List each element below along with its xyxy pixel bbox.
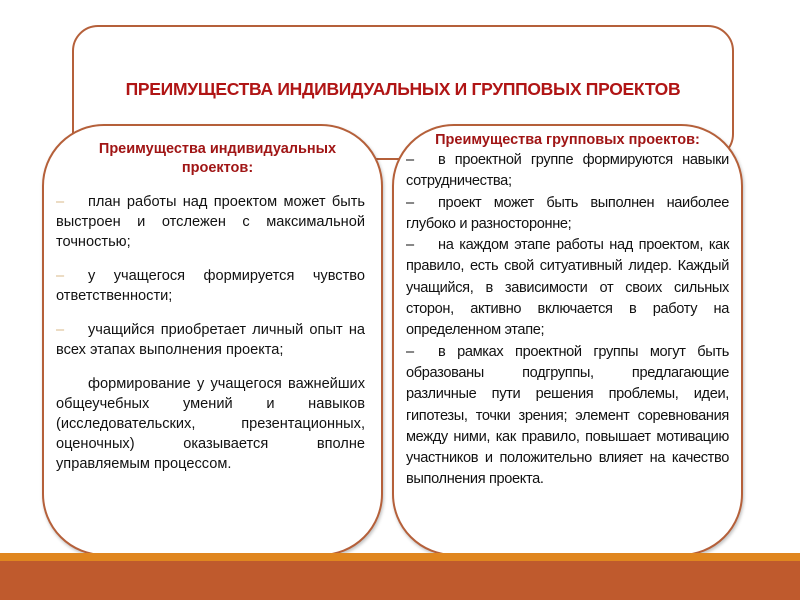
dash-bullet: –: [56, 194, 65, 210]
dash-bullet: –: [406, 194, 414, 211]
list-item: [406, 150, 729, 193]
list-item: [56, 374, 365, 474]
slide-title: ПРЕИМУЩЕСТВА ИНДИВИДУАЛЬНЫХ И ГРУППОВЫХ ПРОЕКТОВ: [125, 79, 681, 99]
item-text: в рамках проектной группы могут быть образованы подгруппы, предлагающие различные пути решения проблемы, идеи, гипотезы, точки зрения; элемент соревнования между ними, как правило, повышает мотивацию участников и положительно влияет на качество выполнения проекта.: [406, 343, 729, 488]
list-item: [56, 192, 365, 252]
group-list: [406, 150, 729, 491]
individual-projects-panel: [42, 124, 383, 556]
list-item: [406, 193, 729, 236]
group-projects-panel: [392, 124, 743, 556]
item-text: формирование у учащегося важнейших общеучебных умений и навыков (исследовательских, презентационных, оценочных) оказывается вполне управляемым процессом.: [56, 376, 365, 472]
dash-bullet: –: [406, 343, 414, 360]
item-text: на каждом этапе работы над проектом, как правило, есть свой ситуативный лидер. Каждый учащийся, в зависимости от своих сильных сторон, активно включается в работу на определенном этапе;: [406, 237, 729, 339]
item-text: план работы над проектом может быть выстроен и отслежен с максимальной точностью;: [56, 194, 365, 250]
list-item: [406, 342, 729, 491]
individual-heading: Преимущества индивидуальных проектов:: [98, 141, 337, 176]
item-text: учащийся приобретает личный опыт на всех этапах выполнения проекта;: [56, 322, 365, 358]
dash-bullet: –: [406, 237, 414, 254]
dash-bullet: –: [406, 152, 414, 168]
dash-bullet: –: [56, 268, 65, 284]
item-text: проект может быть выполнен наиболее глубоко и разносторонне;: [406, 194, 729, 232]
footer-band: [0, 561, 800, 600]
dash-bullet: –: [56, 322, 65, 338]
item-text: у учащегося формируется чувство ответственности;: [56, 268, 365, 304]
individual-list: [56, 192, 365, 488]
list-item: [406, 235, 729, 341]
item-text: в проектной группе формируются навыки сотрудничества;: [406, 152, 729, 190]
footer-stripe: [0, 553, 800, 561]
list-item: [56, 266, 365, 306]
list-item: [56, 320, 365, 360]
group-heading: Преимущества групповых проектов:: [435, 132, 700, 148]
